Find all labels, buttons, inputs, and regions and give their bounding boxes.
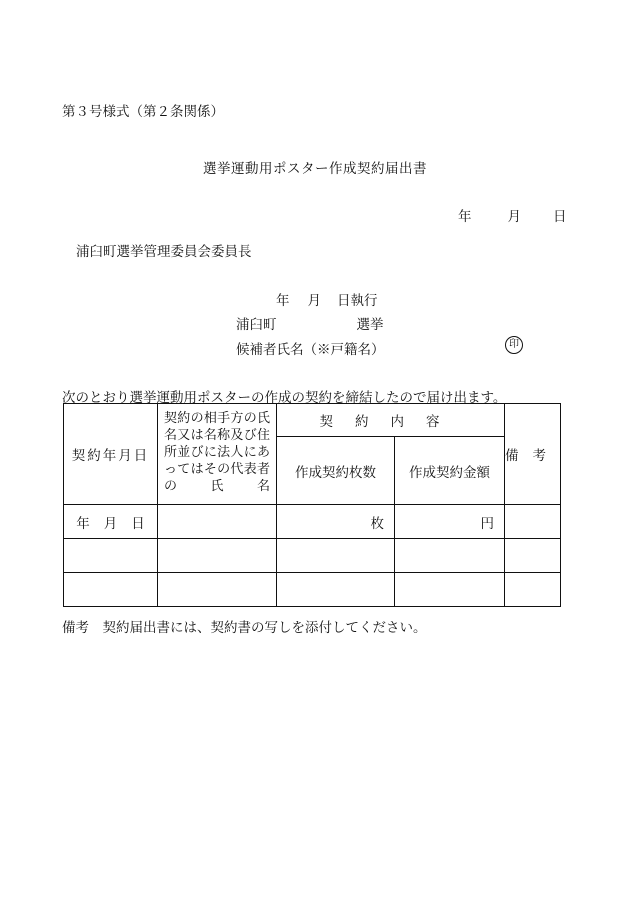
- table-row: [64, 505, 561, 539]
- row-count-cell[interactable]: 枚: [277, 505, 395, 539]
- exec-day-label: 日執行: [337, 293, 378, 309]
- exec-month-label: 月: [307, 293, 321, 309]
- candidate-name-label: 候補者氏名（※戸籍名）: [236, 342, 385, 358]
- row-date-cell[interactable]: [64, 573, 158, 607]
- row-amount-cell[interactable]: [395, 573, 505, 607]
- row-remarks-cell[interactable]: [505, 573, 561, 607]
- footnote-remarks: 備考 契約届出書には、契約書の写しを添付してください。: [62, 620, 427, 636]
- addressee: 浦臼町選挙管理委員会委員長: [76, 244, 252, 260]
- row-amount-cell[interactable]: 円: [395, 505, 505, 539]
- header-contract-date: 契約年月日: [64, 404, 158, 505]
- intro-statement: 次のとおり選挙運動用ポスターの作成の契約を締結したので届け出ます。: [62, 390, 507, 406]
- seal-mark: 印: [505, 336, 523, 354]
- document-title: 選挙運動用ポスター作成契約届出書: [203, 161, 427, 177]
- row-counterparty-cell[interactable]: [158, 573, 277, 607]
- row-amount-cell[interactable]: [395, 539, 505, 573]
- exec-year-label: 年: [276, 293, 290, 309]
- election-name-line: [236, 313, 384, 333]
- town-name: 浦臼町: [236, 317, 277, 333]
- row-date-cell[interactable]: [64, 539, 158, 573]
- date-month-label: 月: [507, 209, 521, 225]
- row-date-cell[interactable]: [64, 505, 158, 539]
- date-day-label: 日: [553, 209, 567, 225]
- header-sheet-count: 作成契約枚数: [277, 437, 395, 505]
- row-year-label: 年: [76, 515, 90, 532]
- table-row: [64, 573, 561, 607]
- contract-table: [63, 403, 561, 607]
- election-label: 選挙: [356, 317, 384, 333]
- header-amount: 作成契約金額: [395, 437, 505, 505]
- submission-date: [458, 205, 567, 225]
- header-counterparty: 契約の相手方の氏名又は名称及び住所並びに法人にあってはその代表者の氏名: [158, 404, 277, 505]
- row-count-cell[interactable]: [277, 573, 395, 607]
- row-count-cell[interactable]: [277, 539, 395, 573]
- date-year-label: 年: [458, 209, 472, 225]
- form-number: 第３号様式（第２条関係）: [62, 104, 224, 120]
- header-remarks: 備考: [505, 404, 561, 505]
- row-counterparty-cell[interactable]: [158, 505, 277, 539]
- table-row: [64, 539, 561, 573]
- row-day-label: 日: [131, 515, 145, 532]
- row-remarks-cell[interactable]: [505, 505, 561, 539]
- row-counterparty-cell[interactable]: [158, 539, 277, 573]
- election-execution-date: [276, 289, 378, 309]
- row-month-label: 月: [103, 515, 118, 532]
- header-contract-content: 契約内容: [277, 404, 505, 437]
- row-remarks-cell[interactable]: [505, 539, 561, 573]
